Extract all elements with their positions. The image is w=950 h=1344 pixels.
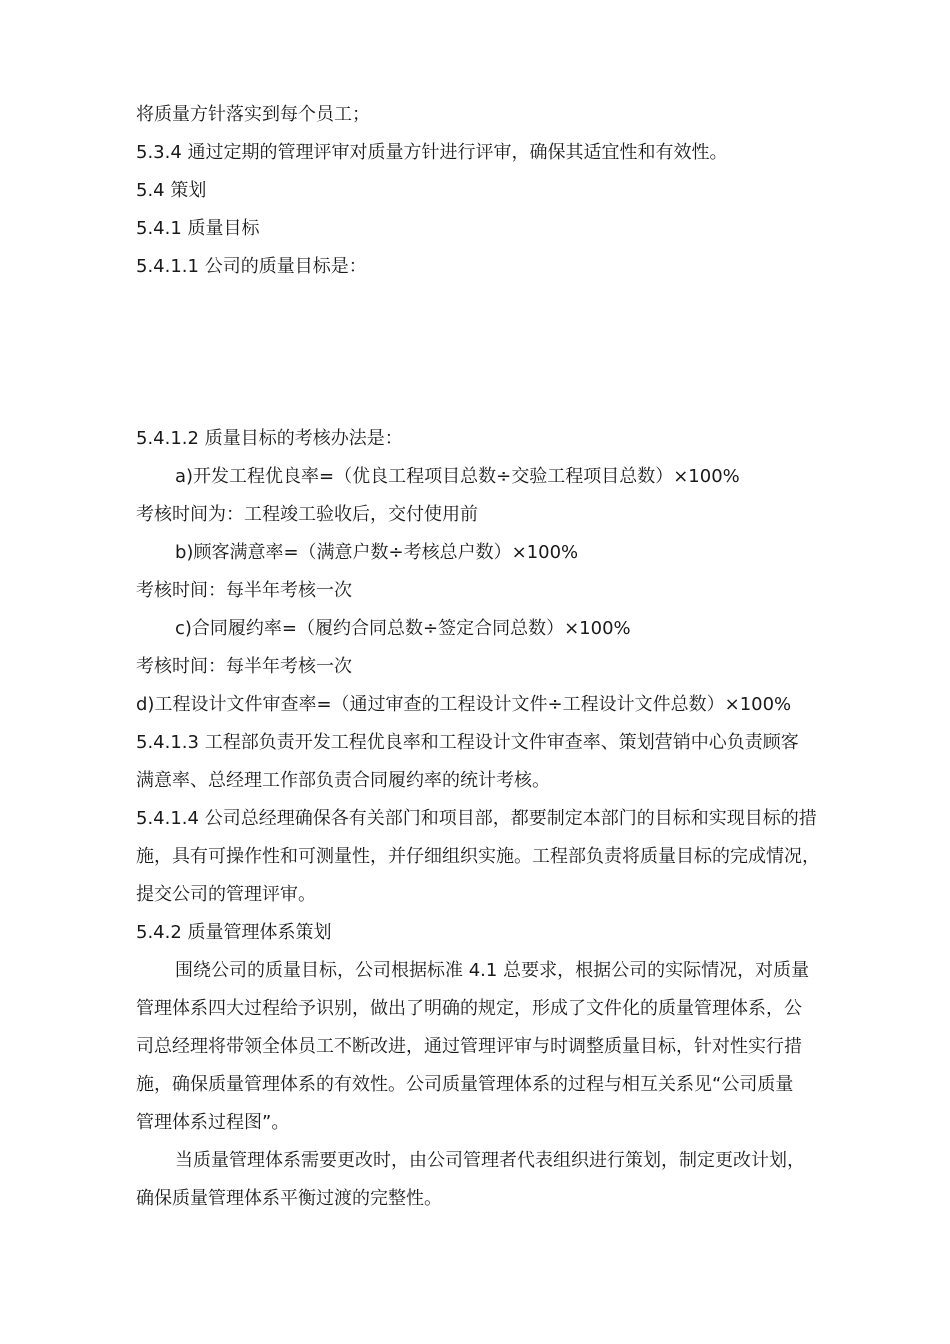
text-line: 司总经理将带领全体员工不断改进，通过管理评审与时调整质量目标，针对性实行措 (136, 1036, 802, 1057)
paragraph-planning: 围绕公司的质量目标，公司根据标准 4.1 总要求，根据公司的实际情况，对质量 (175, 960, 810, 981)
assessment-time-c: 考核时间：每半年考核一次 (136, 656, 352, 677)
heading-5-4-1: 5.4.1 质量目标 (136, 218, 260, 239)
assessment-time-b: 考核时间：每半年考核一次 (136, 580, 352, 601)
formula-b: b)顾客满意率=（满意户数÷考核总户数）×100% (175, 542, 579, 563)
heading-5-4-1-2: 5.4.1.2 质量目标的考核办法是： (136, 428, 403, 449)
text-line: 将质量方针落实到每个员工； (136, 104, 370, 125)
text-line: 确保质量管理体系平衡过渡的完整性。 (136, 1188, 442, 1209)
paragraph-change: 当质量管理体系需要更改时，由公司管理者代表组织进行策划，制定更改计划， (175, 1150, 805, 1171)
text-line: 满意率、总经理工作部负责合同履约率的统计考核。 (136, 770, 550, 791)
assessment-time-a: 考核时间为：工程竣工验收后，交付使用前 (136, 504, 478, 525)
section-5-4-1-4: 5.4.1.4 公司总经理确保各有关部门和项目部，都要制定本部门的目标和实现目标的措 (136, 808, 817, 829)
heading-5-4-1-1: 5.4.1.1 公司的质量目标是： (136, 256, 367, 277)
formula-c: c)合同履约率=（履约合同总数÷签定合同总数）×100% (175, 618, 631, 639)
text-line: 施，确保质量管理体系的有效性。公司质量管理体系的过程与相互关系见“公司质量 (136, 1074, 794, 1095)
text-line: 管理体系过程图”。 (136, 1112, 290, 1133)
text-line: 提交公司的管理评审。 (136, 884, 316, 905)
text-line: 管理体系四大过程给予识别，做出了明确的规定，形成了文件化的质量管理体系，公 (136, 998, 802, 1019)
formula-d: d)工程设计文件审查率=（通过审查的工程设计文件÷工程设计文件总数）×100% (136, 694, 792, 715)
heading-5-4-2: 5.4.2 质量管理体系策划 (136, 922, 332, 943)
text-line: 施，具有可操作性和可测量性，并仔细组织实施。工程部负责将质量目标的完成情况， (136, 846, 820, 867)
formula-a: a)开发工程优良率=（优良工程项目总数÷交验工程项目总数）×100% (175, 466, 740, 487)
heading-5-4: 5.4 策划 (136, 180, 207, 201)
section-5-4-1-3: 5.4.1.3 工程部负责开发工程优良率和工程设计文件审查率、策划营销中心负责顾客 (136, 732, 799, 753)
section-5-3-4: 5.3.4 通过定期的管理评审对质量方针进行评审，确保其适宜性和有效性。 (136, 142, 728, 163)
